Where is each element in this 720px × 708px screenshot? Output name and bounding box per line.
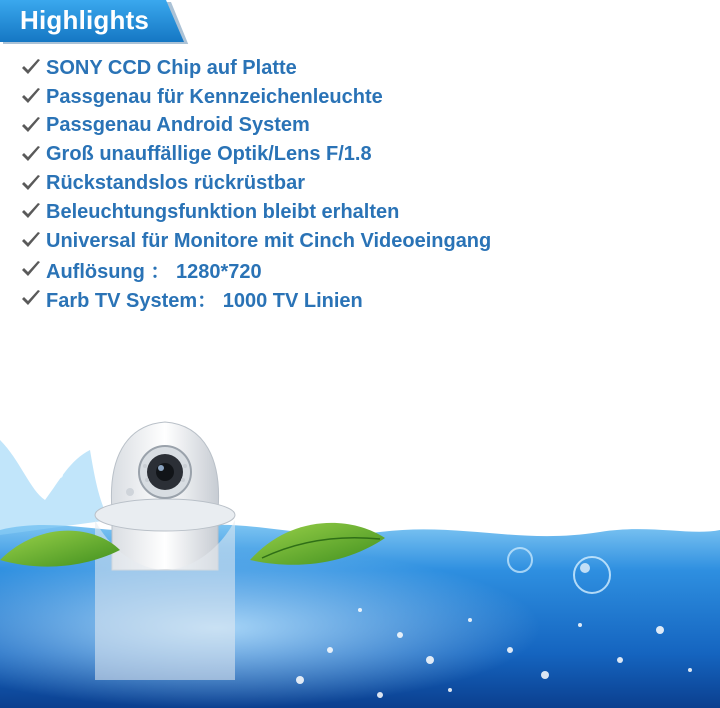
checkmark-icon — [20, 86, 42, 108]
highlight-item — [20, 83, 491, 112]
highlight-item — [20, 256, 491, 285]
highlight-text: Universal für Monitore mit Cinch Videoeingang — [46, 229, 492, 252]
page-title: Highlights — [20, 5, 150, 35]
highlight-text: Rückstandslos rückrüstbar — [46, 172, 305, 195]
highlight-text: Passgenau für Kennzeichenleuchte — [46, 85, 383, 108]
highlight-item — [20, 54, 491, 83]
checkmark-icon — [20, 230, 42, 252]
checkmark-icon — [20, 201, 42, 223]
water-splash-left — [0, 440, 110, 535]
checkmark-icon — [20, 259, 42, 281]
checkmark-icon — [20, 115, 42, 137]
highlight-item — [20, 284, 491, 313]
highlight-item — [20, 198, 491, 227]
highlight-text: SONY CCD Chip auf Platte — [46, 56, 297, 79]
highlights-list — [20, 54, 491, 313]
checkmark-icon — [20, 173, 42, 195]
highlight-item — [20, 112, 491, 141]
highlight-item — [20, 169, 491, 198]
checkmark-icon — [20, 288, 42, 310]
highlights-banner — [0, 0, 190, 44]
highlight-text: Groß unauffällige Optik/Lens F/1.8 — [46, 143, 372, 166]
highlight-text: Beleuchtungsfunktion bleibt erhalten — [46, 200, 400, 223]
camera-water-photo — [0, 420, 720, 708]
highlight-text: Auflösung ： 1280*720 — [46, 261, 262, 284]
checkmark-icon — [20, 144, 42, 166]
highlight-item — [20, 227, 491, 256]
highlight-text: Passgenau Android System — [46, 114, 310, 137]
highlight-item — [20, 140, 491, 169]
highlight-text: Farb TV System： 1000 TV Linien — [46, 290, 363, 313]
checkmark-icon — [20, 57, 42, 79]
